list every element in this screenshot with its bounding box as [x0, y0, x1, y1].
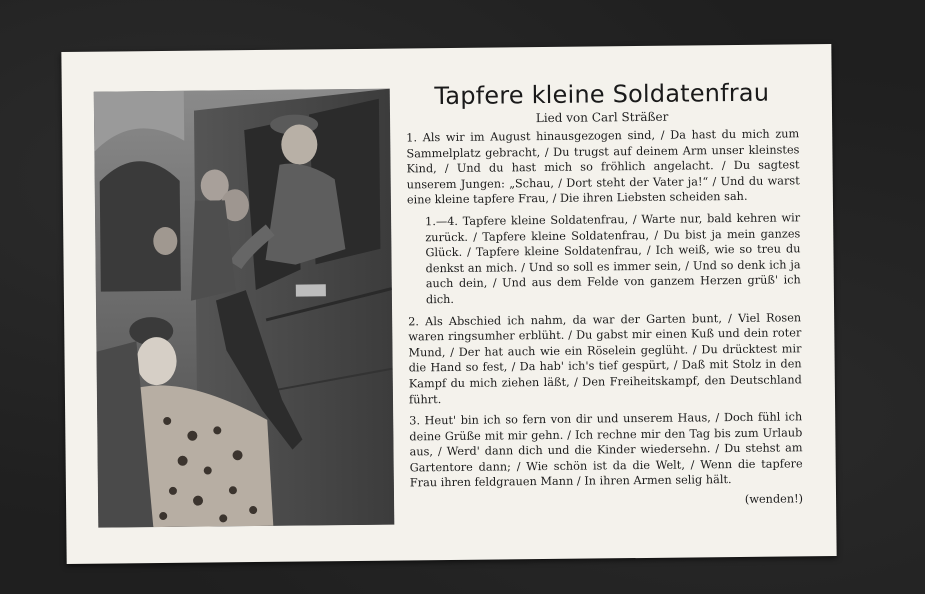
postcard-photo [94, 89, 395, 528]
verse-2: 2. Als Abschied ich nahm, da war der Garten bunt, / Viel Rosen waren ringsumher erblüht. / Du gabst mir einen Kuß und dein roter Mund, / Der hat auch wie ein Röselein geglüht. / Du drücktest mir die Hand so fest, / Da hab' ich's tief gespürt, / Daß mit Stolz in den Kampf du mich ziehen läßt, / Den Freiheitskampf, den Deutschland führt. [408, 310, 802, 406]
song-title: Tapfere kleine Soldatenfrau [434, 78, 770, 111]
postcard [61, 44, 836, 564]
verse-1: 1. Als wir im August hinausgezogen sind, / Da hast du mich zum Sammelplatz gebracht, / Du trugst auf deinem Arm unser kleinstes Kind, / Und du hast mich so fröhlich angelacht. / Du sagtest unserem Jungen: „Schau, / Dort steht der Vater ja!“ / Und du warst eine kleine tapfere Frau, / Die ihren Liebsten scheiden sah. [406, 127, 800, 207]
refrain: 1.—4. Tapfere kleine Soldatenfrau, / Warte nur, bald kehren wir zurück. / Tapfere kleine Soldatenfrau, / Du bist ja mein ganzes Glück. / Tapfere kleine Soldatenfrau, / Ich weiß, wie so treu du denkst an mich. / Und so soll es immer sein, / Und so denk ich ja auch dein, / Und aus dem Felde von ganzem Herzen grüß' ich dich. [425, 211, 801, 307]
song-lyrics [406, 126, 803, 511]
song-author: Lied von Carl Sträßer [535, 109, 669, 126]
train-farewell-image [94, 89, 395, 528]
turn-over-note: (wenden!) [744, 492, 804, 506]
verse-3: 3. Heut' bin ich so fern von dir und unserem Haus, / Doch fühl ich deine Grüße mit mir gehn. / Ich rechne mir den Tag bis zum Urlaub aus, / Werd' dann dich und die Kinder wiedersehn. / Du stehst am Gartentore dann; / Wie schön ist da die Welt, / Wenn die tapfere Frau ihren feldgrauen Mann / In ihren Armen selig hält. [409, 410, 803, 490]
